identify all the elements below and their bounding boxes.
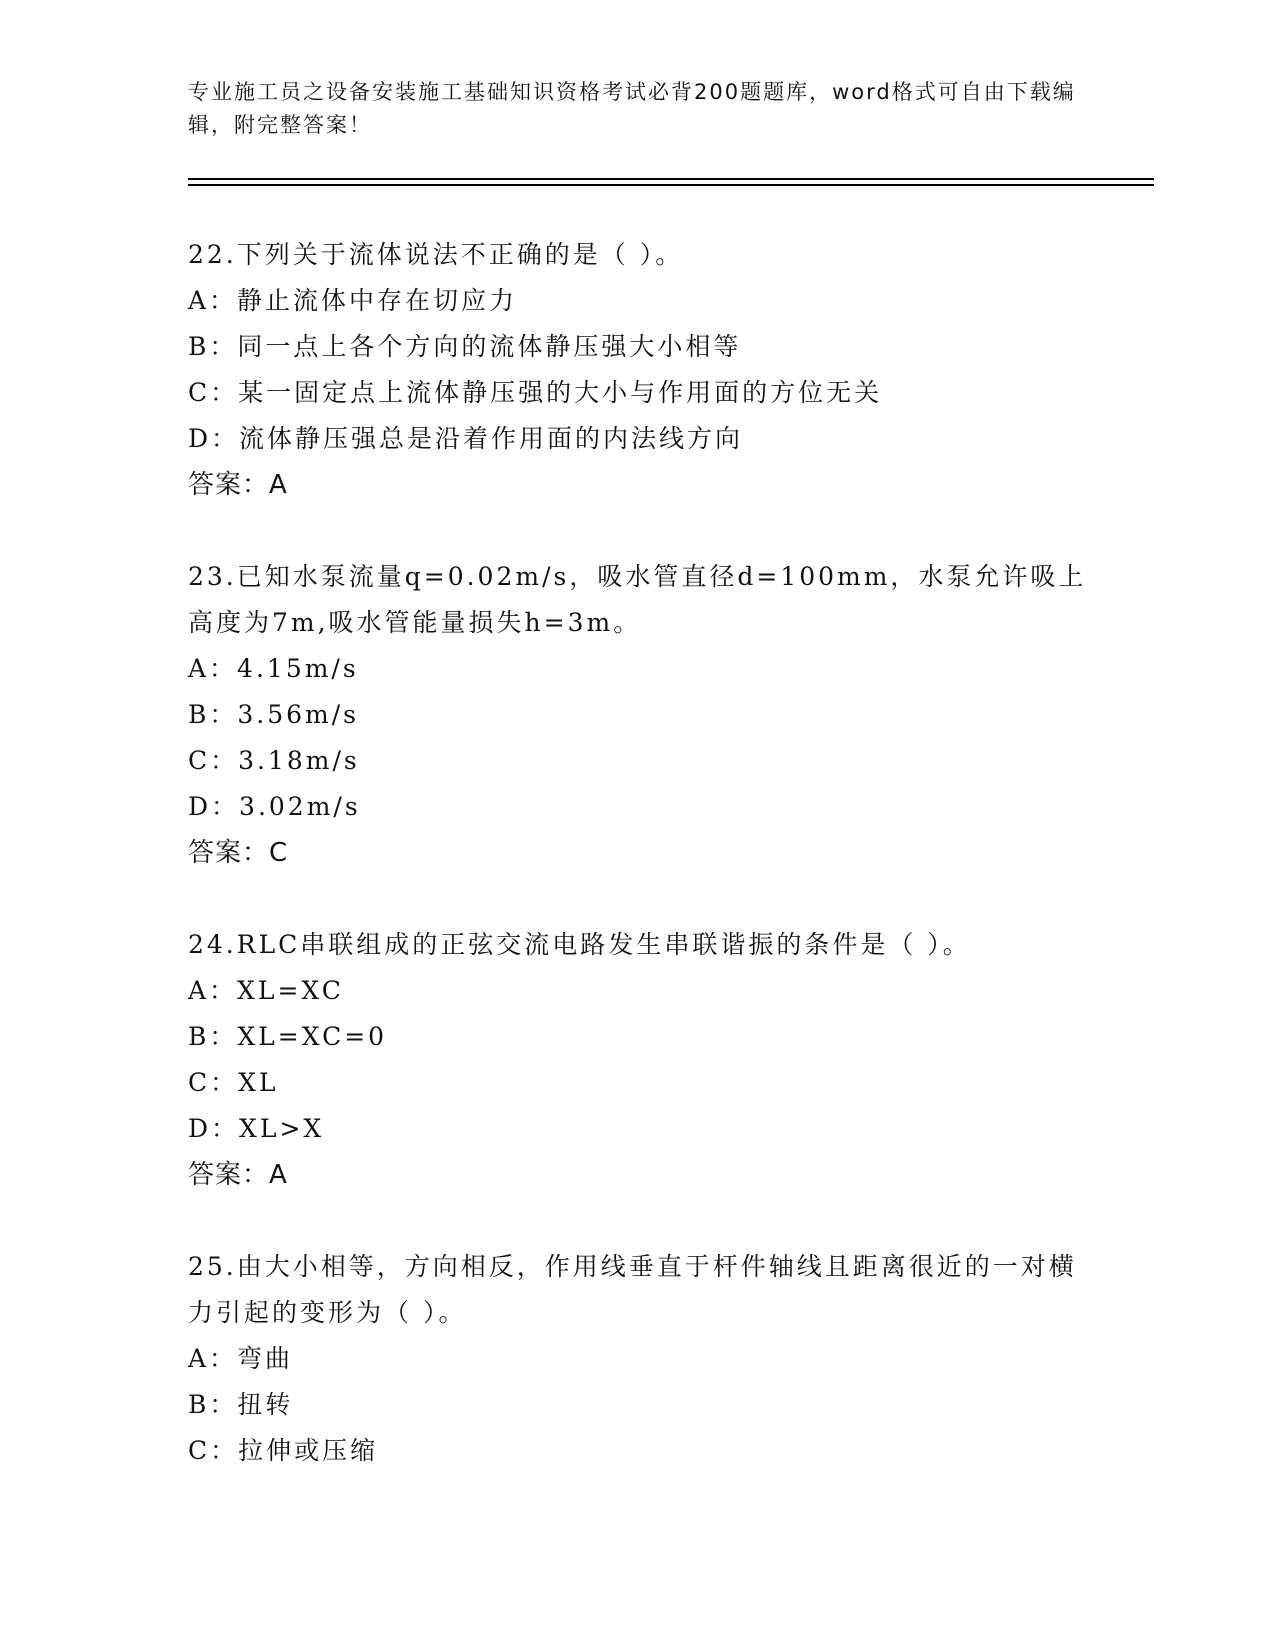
document-header: 专业施工员之设备安装施工基础知识资格考试必背200题题库，word格式可自由下载编辑，附完整答案！ bbox=[188, 80, 1076, 137]
answer: 答案：A bbox=[188, 1160, 288, 1190]
option-a: A：静止流体中存在切应力 bbox=[188, 286, 518, 315]
option-c: C：XL bbox=[188, 1068, 279, 1097]
question-list bbox=[188, 232, 1088, 1520]
question-25 bbox=[188, 1244, 1088, 1474]
option-c: C：3.18m/s bbox=[188, 746, 360, 775]
option-b: B：XL=XC=0 bbox=[188, 1022, 388, 1051]
option-c: C：拉伸或压缩 bbox=[188, 1436, 379, 1465]
option-c: C：某一固定点上流体静压强的大小与作用面的方位无关 bbox=[188, 378, 883, 407]
answer: 答案：C bbox=[188, 838, 289, 868]
option-d: D：3.02m/s bbox=[188, 792, 361, 821]
option-a: A：4.15m/s bbox=[188, 654, 359, 683]
question-stem: 25.由大小相等，方向相反，作用线垂直于杆件轴线且距离很近的一对横力引起的变形为（ ）。 bbox=[188, 1252, 1077, 1327]
question-stem: 23.已知水泵流量q=0.02m/s，吸水管直径d=100mm，水泵允许吸上高度为7m,吸水管能量损失h=3m。 bbox=[188, 562, 1087, 637]
question-stem: 24.RLC串联组成的正弦交流电路发生串联谐振的条件是（ ）。 bbox=[188, 930, 971, 959]
option-b: B：扭转 bbox=[188, 1390, 294, 1419]
header-divider-bottom bbox=[188, 184, 1154, 186]
option-a: A：XL=XC bbox=[188, 976, 344, 1005]
answer: 答案：A bbox=[188, 470, 288, 500]
option-d: D：流体静压强总是沿着作用面的内法线方向 bbox=[188, 424, 744, 453]
option-d: D：XL>X bbox=[188, 1114, 325, 1143]
question-22 bbox=[188, 232, 1088, 508]
option-b: B：3.56m/s bbox=[188, 700, 359, 729]
option-b: B：同一点上各个方向的流体静压强大小相等 bbox=[188, 332, 742, 361]
header-divider-top bbox=[188, 178, 1154, 180]
option-a: A：弯曲 bbox=[188, 1344, 294, 1373]
question-23 bbox=[188, 554, 1088, 876]
question-stem: 22.下列关于流体说法不正确的是（ ）。 bbox=[188, 240, 684, 269]
question-24 bbox=[188, 922, 1088, 1198]
